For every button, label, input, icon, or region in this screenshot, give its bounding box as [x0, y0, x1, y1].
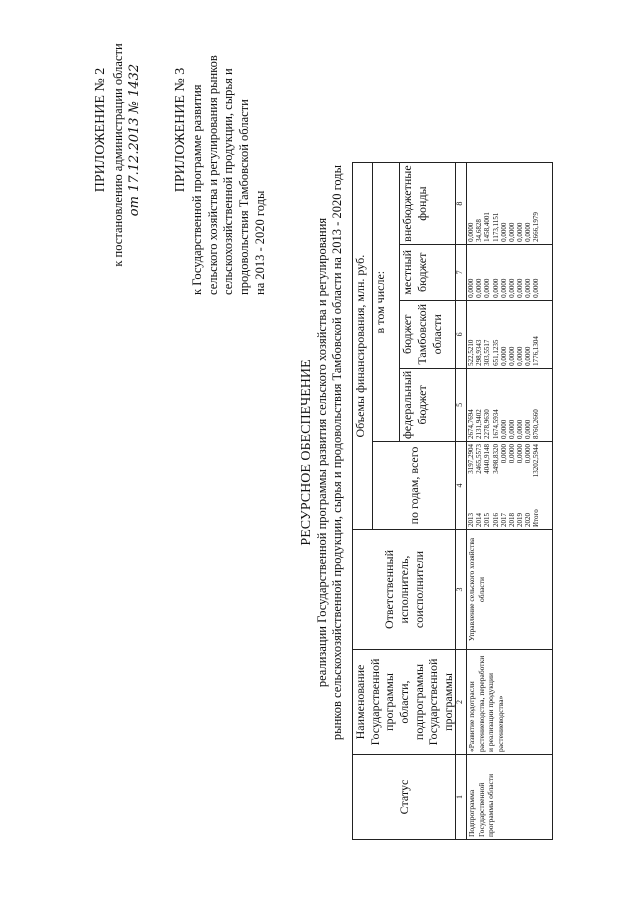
- column-number: 7: [456, 244, 467, 300]
- extrabudget-value: 0,0000: [467, 222, 476, 242]
- year-label: 2014: [475, 513, 484, 527]
- extrabudget-value: 1173,1151: [491, 212, 500, 242]
- federal-value: 0,0000: [507, 419, 516, 439]
- column-number: 2: [456, 650, 467, 755]
- header-total-by-years: по годам, всего: [373, 442, 456, 530]
- header-executor: Ответственный исполнитель, соисполнители: [353, 530, 456, 650]
- row-executor: Управление сельского хозяйства области: [467, 530, 553, 650]
- extrabudget-value: 2666,1979: [531, 212, 540, 242]
- federal-value: 1674,5934: [491, 409, 500, 439]
- federal-values: [467, 368, 553, 441]
- header-including: в том числе:: [373, 163, 400, 442]
- extrabudget-value: 34,6828: [475, 219, 484, 242]
- subtitle-line: рынков сельскохозяйственной продукции, сырья и продовольствия Тамбовской области на 2013 - 2020 годы: [329, 164, 344, 741]
- year-list: [467, 509, 539, 527]
- total-value: 0,0000: [507, 444, 516, 464]
- appendix-3-title: ПРИЛОЖЕНИЕ № 3: [173, 67, 188, 193]
- local-value: 0,0000: [483, 278, 492, 298]
- year-label: 2016: [491, 513, 500, 527]
- header-federal: федеральный бюджет: [400, 368, 456, 441]
- total-value: 13202,5944: [531, 444, 540, 478]
- header-status: Статус: [353, 755, 456, 840]
- federal-value: 8760,2660: [531, 409, 540, 439]
- row-status: Подпрограмма Государственной программы области: [467, 755, 553, 840]
- header-name: Наименование Государственной программы области, подпрограммы Государственной программы: [353, 650, 456, 755]
- year-label: 2019: [515, 513, 524, 527]
- total-values: [467, 444, 539, 477]
- subtitle-line: реализации Государственной программы развития сельского хозяйства и регулирования: [315, 217, 329, 688]
- year-label: 2017: [499, 513, 508, 527]
- federal-value: 2674,7694: [467, 409, 476, 439]
- handwritten-date-number: от 17.12.2013 № 1432: [127, 63, 142, 217]
- year-label: 2018: [507, 513, 516, 527]
- appendix-3-line: продовольствия Тамбовской области: [236, 99, 251, 295]
- regional-value: 0,0000: [523, 346, 532, 366]
- appendix-3-line: сельскохозяйственной продукции, сырья и: [221, 68, 236, 295]
- appendix-3-line: к Государственной программе развития: [190, 84, 204, 295]
- header-volumes: Объемы финансирования, млн. руб.: [353, 163, 373, 530]
- regional-values: [467, 300, 553, 368]
- total-value: 3498,8320: [491, 444, 500, 474]
- extrabudget-value: 0,0000: [499, 222, 508, 242]
- local-value: 0,0000: [491, 278, 500, 298]
- federal-value: 0,0000: [515, 419, 524, 439]
- column-number: 1: [456, 755, 467, 840]
- local-values: [467, 244, 553, 300]
- appendix-3-line: на 2013 - 2020 годы: [252, 190, 267, 295]
- federal-value: 2131,9402: [475, 409, 484, 439]
- document-title: РЕСУРСНОЕ ОБЕСПЕЧЕНИЕ: [299, 359, 314, 546]
- resource-table: [352, 162, 553, 840]
- appendix-3-caption: [190, 5, 268, 295]
- regional-value: 0,0000: [499, 346, 508, 366]
- total-value: 4040,9148: [483, 444, 492, 474]
- regional-value: 651,1235: [491, 339, 500, 366]
- appendix-3-line: сельского хозяйства и регулирования рынков: [205, 55, 220, 295]
- column-number: 5: [456, 368, 467, 441]
- local-value: 0,0000: [475, 278, 484, 298]
- header-extrabudget: внебюджетные фонды: [400, 163, 456, 245]
- appendix-2-caption: к постановлению администрации области: [111, 43, 125, 267]
- regional-value: 1776,1304: [531, 336, 540, 366]
- local-value: 0,0000: [515, 278, 524, 298]
- document-subtitle: [315, 40, 345, 865]
- local-value: 0,0000: [507, 278, 516, 298]
- total-value: 3197,2904: [467, 444, 476, 474]
- total-value: 0,0000: [499, 444, 508, 464]
- local-value: 0,0000: [499, 278, 508, 298]
- year-label: 2013: [467, 513, 476, 527]
- column-number: 4: [456, 442, 467, 530]
- column-number: 3: [456, 530, 467, 650]
- extrabudget-value: 0,0000: [507, 222, 516, 242]
- regional-value: 522,5210: [467, 339, 476, 366]
- header-local: местный бюджет: [400, 244, 456, 300]
- local-value: 0,0000: [523, 278, 532, 298]
- local-value: 0,0000: [467, 278, 476, 298]
- row-subprogram-name: «Развитие подотрасли растениеводства, переработки и реализации продукции растениеводства»: [467, 650, 553, 755]
- federal-value: 0,0000: [499, 419, 508, 439]
- extrabudget-value: 0,0000: [523, 222, 532, 242]
- column-number: 8: [456, 163, 467, 245]
- regional-value: 303,5517: [483, 339, 492, 366]
- column-number: 6: [456, 300, 467, 368]
- federal-value: 0,0000: [523, 419, 532, 439]
- year-label: 2015: [483, 513, 492, 527]
- total-value: 2465,5573: [475, 444, 484, 474]
- year-label: 2020: [523, 513, 532, 527]
- appendix-2-title: ПРИЛОЖЕНИЕ № 2: [93, 67, 108, 193]
- local-value: 0,0000: [531, 278, 540, 298]
- federal-value: 2278,9630: [483, 409, 492, 439]
- row-total-cell: [467, 442, 553, 530]
- year-label: Итого: [531, 509, 540, 527]
- regional-value: 0,0000: [515, 346, 524, 366]
- table-row: [467, 163, 553, 840]
- total-value: 0,0000: [515, 444, 524, 464]
- extrabudget-value: 0,0000: [515, 222, 524, 242]
- extrabudget-values: [467, 163, 553, 245]
- extrabudget-value: 1458,4001: [483, 212, 492, 242]
- regional-value: 0,0000: [507, 346, 516, 366]
- regional-value: 298,9343: [475, 339, 484, 366]
- header-regional: бюджет Тамбовской области: [400, 300, 456, 368]
- total-value: 0,0000: [523, 444, 532, 464]
